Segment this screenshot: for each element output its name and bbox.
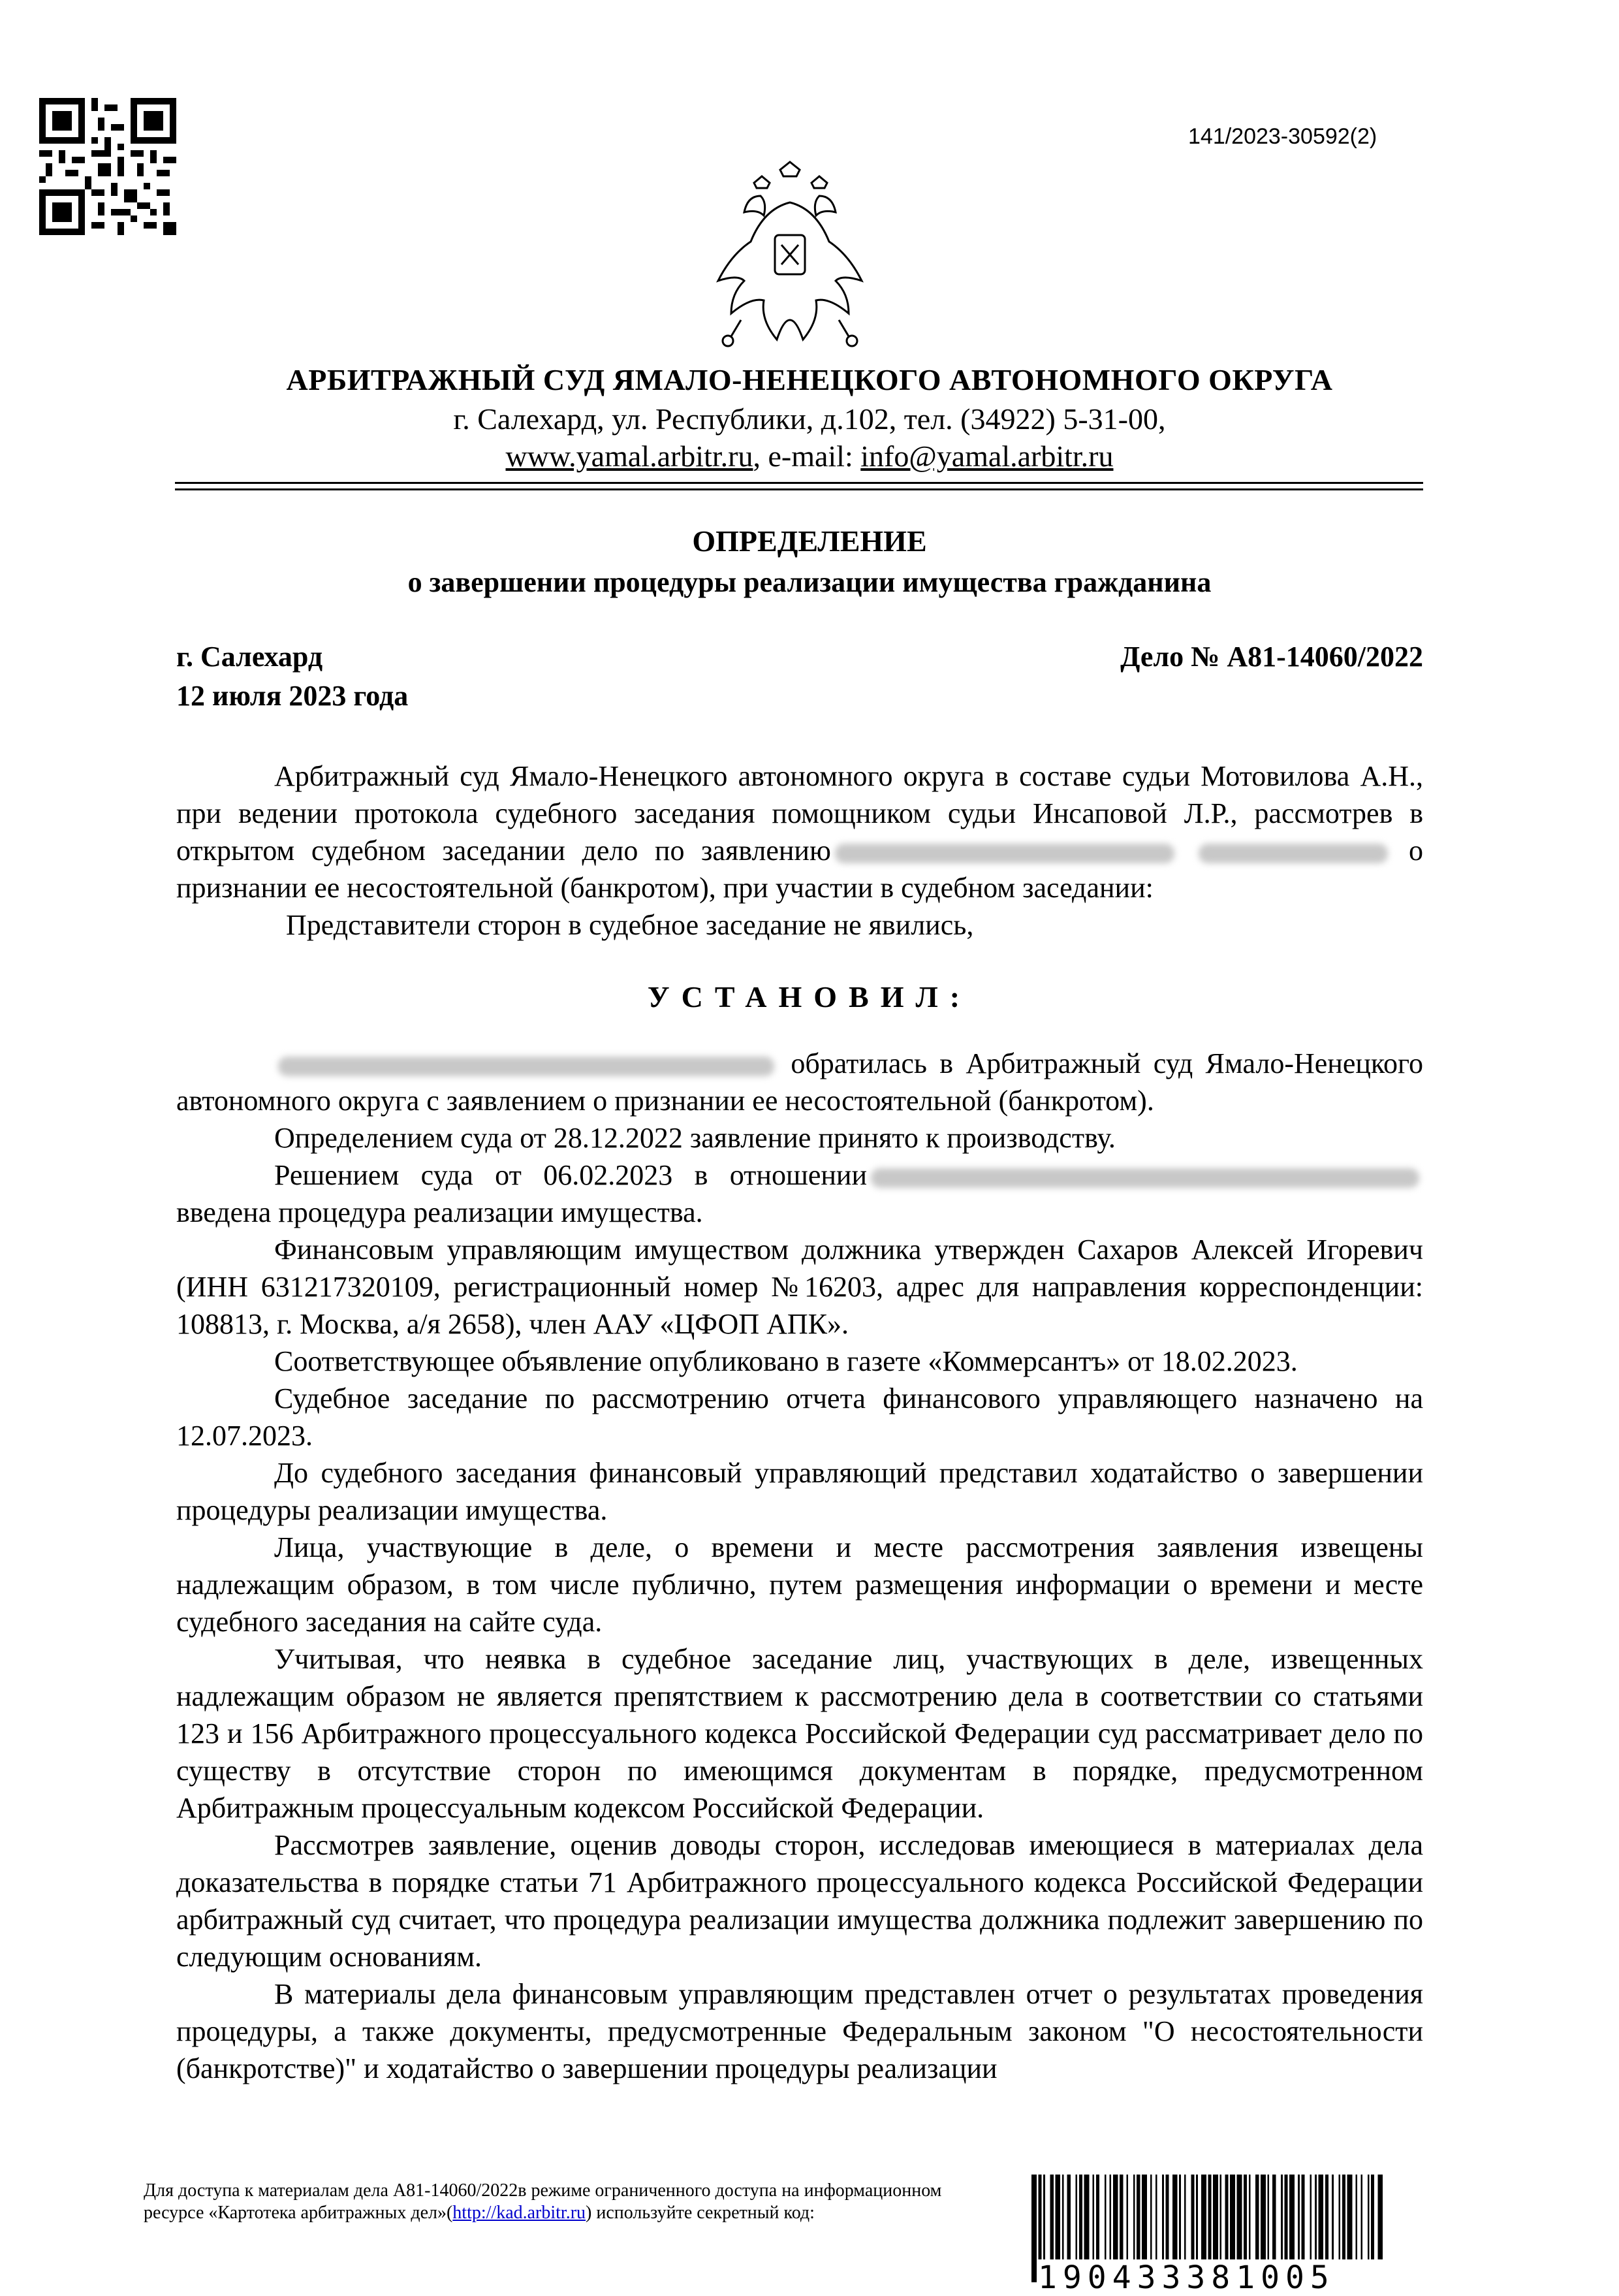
paragraph: Лица, участвующие в деле, о времени и месте рассмотрения заявления извещены надлежащим образом, в том числе публично, путем размещения информации о времени и месте судебного заседания на сайте суда. (176, 1531, 1423, 1638)
header-divider-top (175, 482, 1423, 484)
intro-text-b: о признании ее несостоятельной (банкротом), при участии в судебном заседании: (176, 835, 1423, 904)
qr-code (39, 98, 176, 235)
access-note (144, 2180, 992, 2224)
email-prefix: , e-mail: (753, 439, 861, 473)
paragraph: Учитывая, что неявка в судебное заседание лиц, участвующих в деле, извещенных надлежащим образом не является препятствием к рассмотрению дела в соответствии со статьями 123 и 156 Арбитражного процессуального кодекса Российской Федерации суд рассматривает дело по существу в отсутствие сторон по имеющимся документам в порядке, предусмотренном Арбитражным процессуальным кодексом Российской Федерации. (176, 1643, 1423, 1824)
barcode-number: 190433381005 (1038, 2259, 1391, 2296)
redacted-name (835, 844, 1174, 863)
city: г. Салехард (176, 641, 323, 673)
intro-section (176, 757, 1423, 944)
paragraph: Рассмотрев заявление, оценив доводы сторон, исследовав имеющиеся в материалах дела доказательства в порядке статьи 71 Арбитражного процессуального кодекса Российской Федерации арбитражный суд считает, что процедура реализации имущества должника подлежит завершению по следующим основаниям. (176, 1829, 1423, 1973)
decision-date: 12 июля 2023 года (176, 680, 409, 712)
intro-paragraph-1 (176, 757, 1423, 906)
kad-link[interactable]: http://kad.arbitr.ru (452, 2203, 586, 2223)
paragraph (176, 1045, 1423, 1119)
established-heading: УСТАНОВИЛ: (647, 980, 972, 1013)
paragraph-text: обратилась в Арбитражный суд Ямало-Ненецкого автономного округа с заявлением о признании ее несостоятельной (банкротом). (176, 1047, 1423, 1117)
access-note-text-end: ) используйте секретный код: (586, 2203, 815, 2223)
coat-of-arms-emblem (708, 157, 872, 353)
intro-text-a: Арбитражный суд Ямало-Ненецкого автономного округа в составе судьи Мотовилова А.Н., при ведении протокола судебного заседания помощником судьи Инсаповой Л.Р., рассмотрев в открытом судебном заседании дело по заявлению (176, 760, 1423, 867)
established-section (176, 1045, 1423, 2087)
paragraph: Судебное заседание по рассмотрению отчета финансового управляющего назначено на 12.07.2023. (176, 1382, 1423, 1452)
intro-paragraph-2: Представители сторон в судебное заседание не явились, (286, 909, 974, 941)
paragraph (176, 1156, 1423, 1231)
paragraph: Определением суда от 28.12.2022 заявление принято к производству. (274, 1122, 1116, 1154)
court-address: г. Салехард, ул. Республики, д.102, тел. (34922) 5-31-00, (453, 402, 1166, 436)
header-divider-bottom (175, 488, 1423, 490)
document-title: ОПРЕДЕЛЕНИЕ (692, 524, 927, 558)
document-number: 141/2023-30592(2) (1188, 124, 1377, 149)
access-note-text: Для доступа к материалам дела А81-14060/2022в режиме ограниченного доступа на информационном ресурсе «Картотека арбитражных дел»( (144, 2180, 942, 2223)
website-link[interactable]: www.yamal.arbitr.ru (505, 439, 753, 473)
redacted-name (1199, 844, 1388, 863)
case-number: Дело № А81-14060/2022 (1120, 641, 1423, 673)
paragraph: Соответствующее объявление опубликовано в газете «Коммерсантъ» от 18.02.2023. (274, 1345, 1298, 1377)
paragraph: Финансовым управляющим имуществом должника утвержден Сахаров Алексей Игоревич (ИНН 631217320109, регистрационный номер №16203, адрес для направления корреспонденции: 108813, г. Москва, а/я 2658), член ААУ «ЦФОП АПК». (176, 1234, 1423, 1340)
redacted-name (278, 1057, 774, 1076)
redacted-name (871, 1168, 1419, 1188)
court-contacts (0, 439, 1619, 473)
paragraph: В материалы дела финансовым управляющим представлен отчет о результатах проведения процедуры, а также документы, предусмотренные Федеральным законом "О несостоятельности (банкротстве)" и ходатайство о завершении процедуры реализации (176, 1978, 1423, 2084)
document-subtitle: о завершении процедуры реализации имущества гражданина (407, 566, 1212, 598)
paragraph: До судебного заседания финансовый управляющий представил ходатайство о завершении процедуры реализации имущества. (176, 1457, 1423, 1526)
paragraph-text: введена процедура реализации имущества. (176, 1196, 703, 1228)
court-name: АРБИТРАЖНЫЙ СУД ЯМАЛО-НЕНЕЦКОГО АВТОНОМНОГО ОКРУГА (286, 363, 1333, 396)
email-link[interactable]: info@yamal.arbitr.ru (860, 439, 1114, 473)
paragraph-text: Решением суда от 06.02.2023 в отношении (274, 1159, 867, 1191)
